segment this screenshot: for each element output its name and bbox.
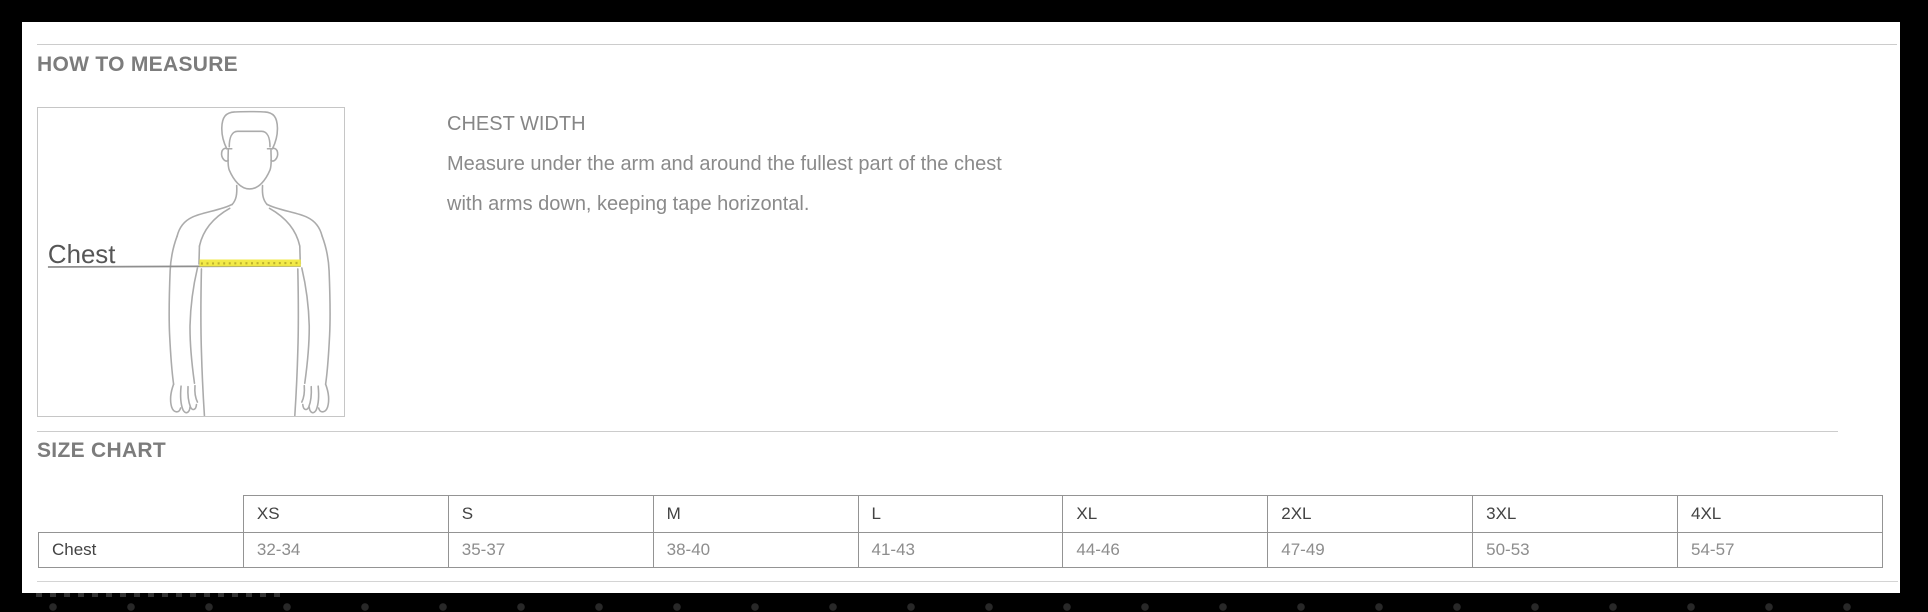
size-guide-panel bbox=[22, 22, 1900, 593]
how-to-measure-heading: HOW TO MEASURE bbox=[37, 53, 238, 76]
size-chart-heading: SIZE CHART bbox=[37, 439, 166, 462]
chest-value-cell: 54-57 bbox=[1678, 533, 1883, 568]
measure-instruction-line-1: Measure under the arm and around the fullest part of the chest bbox=[447, 153, 1002, 175]
measure-instructions-block bbox=[447, 104, 1002, 224]
measure-title: CHEST WIDTH bbox=[447, 113, 586, 135]
size-column-header: 4XL bbox=[1678, 496, 1883, 533]
size-column-header: XS bbox=[243, 496, 448, 533]
size-column-header: 3XL bbox=[1473, 496, 1678, 533]
chest-value-cell: 32-34 bbox=[243, 533, 448, 568]
chest-value-cell: 38-40 bbox=[653, 533, 858, 568]
bottom-divider bbox=[37, 581, 1898, 582]
size-chart-chest-row bbox=[39, 533, 1883, 568]
size-column-header: S bbox=[448, 496, 653, 533]
chest-value-cell: 35-37 bbox=[448, 533, 653, 568]
size-column-header: M bbox=[653, 496, 858, 533]
measure-instruction-line-2: with arms down, keeping tape horizontal. bbox=[447, 193, 810, 215]
size-column-header: L bbox=[858, 496, 1063, 533]
top-divider bbox=[37, 44, 1897, 45]
chest-value-cell: 47-49 bbox=[1268, 533, 1473, 568]
mid-divider bbox=[37, 431, 1838, 432]
size-chart-table bbox=[38, 495, 1883, 568]
chest-value-cell: 50-53 bbox=[1473, 533, 1678, 568]
size-column-header: 2XL bbox=[1268, 496, 1473, 533]
measurement-illustration bbox=[37, 107, 345, 417]
chest-value-cell: 44-46 bbox=[1063, 533, 1268, 568]
male-torso-outline-icon bbox=[38, 108, 344, 416]
chest-row-label: Chest bbox=[39, 533, 244, 568]
cropped-next-section-text-remnant bbox=[36, 593, 288, 597]
chest-callout-label: Chest bbox=[47, 240, 116, 269]
size-chart-header-row bbox=[39, 496, 1883, 533]
size-chart-blank-cell bbox=[39, 496, 244, 533]
cropped-next-section-dots-remnant bbox=[48, 602, 1893, 612]
chest-value-cell: 41-43 bbox=[858, 533, 1063, 568]
size-column-header: XL bbox=[1063, 496, 1268, 533]
